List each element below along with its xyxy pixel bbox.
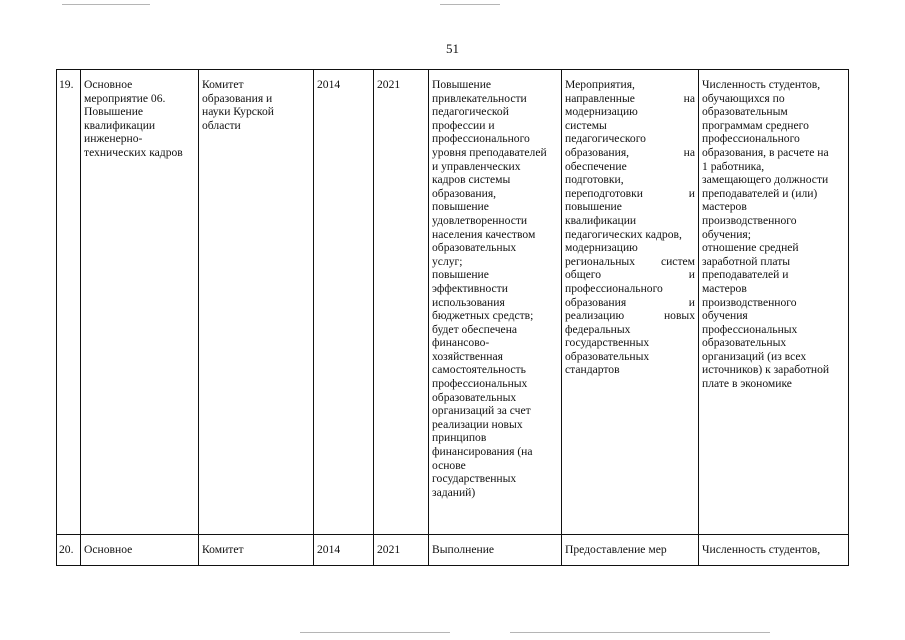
cell-line: отношение средней xyxy=(702,241,799,255)
cell-word: образования, xyxy=(565,145,630,159)
cell-line xyxy=(565,132,695,146)
event-name-cell xyxy=(81,70,199,535)
end-year-cell: 2021 xyxy=(374,70,429,535)
cell-word: модернизацию xyxy=(565,105,638,119)
cell-line xyxy=(565,543,695,557)
cell-line: плате в экономике xyxy=(702,377,792,391)
start-year-cell: 2014 xyxy=(314,70,374,535)
cell-line: основе xyxy=(432,458,466,472)
cell-line: реализации новых xyxy=(432,417,523,431)
cell-line xyxy=(565,323,695,337)
table-row xyxy=(57,70,849,535)
cell-word: подготовки, xyxy=(565,173,624,187)
cell-line xyxy=(565,105,695,119)
cell-line: производственного xyxy=(702,295,797,309)
cell-word: федеральных xyxy=(565,322,631,336)
cell-line xyxy=(565,268,695,282)
cell-line: удовлетворенности xyxy=(432,213,528,227)
cell-line: источников) к заработной xyxy=(702,363,830,377)
cell-line xyxy=(565,119,695,133)
cell-word: и xyxy=(688,186,695,200)
cell-line: населения качеством xyxy=(432,227,536,241)
cell-line: Численность студентов, xyxy=(702,78,821,91)
cell-line: квалификации xyxy=(84,118,156,132)
cell-line: организаций (из всех xyxy=(702,349,807,363)
cell-line xyxy=(565,187,695,201)
cell-line: Численность студентов, xyxy=(702,543,821,556)
cell-line xyxy=(565,309,695,323)
cell-line xyxy=(565,214,695,228)
cell-word: образовательных xyxy=(565,349,650,363)
cell-line: повышение xyxy=(432,268,489,282)
cell-line xyxy=(565,363,695,377)
cell-line: Комитет xyxy=(202,78,244,91)
cell-word: обеспечение xyxy=(565,159,627,173)
cell-line: мастеров xyxy=(702,281,747,295)
cell-line xyxy=(565,160,695,174)
cell-word: на xyxy=(683,91,695,105)
scan-artifact-bottom-right xyxy=(510,632,770,633)
cell-line xyxy=(565,173,695,187)
cell-line: Комитет xyxy=(202,543,244,556)
cell-line: преподавателей и (или) xyxy=(702,186,818,200)
scan-artifact-top-right xyxy=(440,4,500,5)
cell-line xyxy=(565,336,695,350)
expected-results-cell xyxy=(429,535,562,566)
row-number: 19. xyxy=(57,70,81,535)
cell-line: профессионального xyxy=(702,132,800,146)
cell-line: услуг; xyxy=(432,254,463,268)
cell-line: финансирования (на xyxy=(432,445,533,459)
cell-line: программам среднего xyxy=(702,118,809,132)
cell-line: принципов xyxy=(432,431,487,445)
cell-line: бюджетных средств; xyxy=(432,309,534,323)
related-measures-cell xyxy=(562,535,699,566)
scan-artifact-bottom-left xyxy=(300,632,450,633)
cell-line: обучающихся по xyxy=(702,91,785,105)
cell-line: образования, xyxy=(432,186,497,200)
cell-line: науки Курской xyxy=(202,105,274,119)
cell-line xyxy=(565,200,695,214)
related-measures-cell xyxy=(562,70,699,535)
cell-line: образовательным xyxy=(702,105,788,119)
cell-line: преподавателей и xyxy=(702,268,789,282)
cell-line: образовательных xyxy=(432,390,517,404)
cell-word: реализацию xyxy=(565,309,625,323)
expected-results-cell xyxy=(429,70,562,535)
cell-line: организаций за счет xyxy=(432,404,531,418)
cell-line xyxy=(565,146,695,160)
cell-word: и xyxy=(688,268,695,282)
cell-line xyxy=(565,92,695,106)
cell-word: новых xyxy=(663,309,695,323)
page-number: 51 xyxy=(446,41,459,56)
cell-word: образования xyxy=(565,295,627,309)
cell-line: мероприятие 06. xyxy=(84,91,166,105)
cell-word: систем xyxy=(660,254,695,268)
cell-line: обучения xyxy=(702,309,748,323)
cell-line xyxy=(565,350,695,364)
cell-word: общего xyxy=(565,268,602,282)
cell-line: производственного xyxy=(702,213,797,227)
cell-word: профессионального xyxy=(565,281,663,295)
cell-line: образовательных xyxy=(702,336,787,350)
cell-line xyxy=(565,282,695,296)
cell-line: Основное xyxy=(84,78,133,91)
cell-line: инженерно- xyxy=(84,132,143,146)
cell-line: заработной платы xyxy=(702,254,791,268)
cell-line xyxy=(565,228,695,242)
cell-line: Повышение xyxy=(432,78,492,91)
cell-line: профессиональных xyxy=(702,322,798,336)
cell-word: Мероприятия, xyxy=(565,78,635,91)
row-number: 20. xyxy=(57,535,81,566)
program-events-table xyxy=(56,69,849,566)
cell-word: на xyxy=(683,145,695,159)
cell-line xyxy=(565,255,695,269)
cell-line: 1 работника, xyxy=(702,159,765,173)
cell-line: и управленческих xyxy=(432,159,521,173)
cell-line: привлекательности xyxy=(432,91,527,105)
cell-line: эффективности xyxy=(432,281,508,295)
cell-line: образования, в расчете на xyxy=(702,145,829,159)
cell-line: мастеров xyxy=(702,200,747,214)
cell-line: обучения; xyxy=(702,227,751,241)
end-year-cell: 2021 xyxy=(374,535,429,566)
indicators-cell xyxy=(699,535,849,566)
cell-line: педагогической xyxy=(432,105,509,119)
cell-word: переподготовки xyxy=(565,186,643,200)
executor-cell xyxy=(199,535,314,566)
cell-line: хозяйственная xyxy=(432,349,503,363)
cell-line: Повышение xyxy=(84,105,144,119)
cell-line xyxy=(565,296,695,310)
cell-word: региональных xyxy=(565,254,636,268)
cell-line: Основное xyxy=(84,543,133,556)
start-year-cell: 2014 xyxy=(314,535,374,566)
cell-line: области xyxy=(202,118,241,132)
cell-line: государственных xyxy=(432,472,517,486)
cell-line: кадров системы xyxy=(432,173,511,187)
indicators-cell xyxy=(699,70,849,535)
cell-line xyxy=(565,241,695,255)
cell-line: повышение xyxy=(432,200,489,214)
cell-word: педагогических кадров, xyxy=(565,227,682,241)
cell-line xyxy=(565,78,695,92)
cell-line: замещающего должности xyxy=(702,173,829,187)
cell-line: финансово- xyxy=(432,336,490,350)
cell-word: педагогического xyxy=(565,132,646,146)
cell-word: квалификации xyxy=(565,213,637,227)
cell-word: повышение xyxy=(565,200,622,214)
cell-line: использования xyxy=(432,295,505,309)
cell-line: самостоятельность xyxy=(432,363,526,377)
cell-line: профессии и xyxy=(432,118,495,132)
cell-word: модернизацию xyxy=(565,241,638,255)
cell-word: государственных xyxy=(565,336,650,350)
cell-line: технических кадров xyxy=(84,145,183,159)
cell-line: образовательных xyxy=(432,241,517,255)
cell-line: заданий) xyxy=(432,485,476,499)
cell-line: будет обеспечена xyxy=(432,322,518,336)
cell-line: уровня преподавателей xyxy=(432,145,547,159)
cell-word: системы xyxy=(565,118,607,132)
cell-line: Выполнение xyxy=(432,543,495,556)
scan-artifact-top-left xyxy=(62,4,150,5)
cell-word: Предоставление мер xyxy=(565,543,667,556)
cell-word: направленные xyxy=(565,91,635,105)
cell-line: образования и xyxy=(202,91,273,105)
cell-line: профессиональных xyxy=(432,377,528,391)
cell-line: профессионального xyxy=(432,132,530,146)
cell-word: и xyxy=(688,295,695,309)
cell-word: стандартов xyxy=(565,363,620,377)
table-row xyxy=(57,535,849,566)
executor-cell xyxy=(199,70,314,535)
event-name-cell xyxy=(81,535,199,566)
